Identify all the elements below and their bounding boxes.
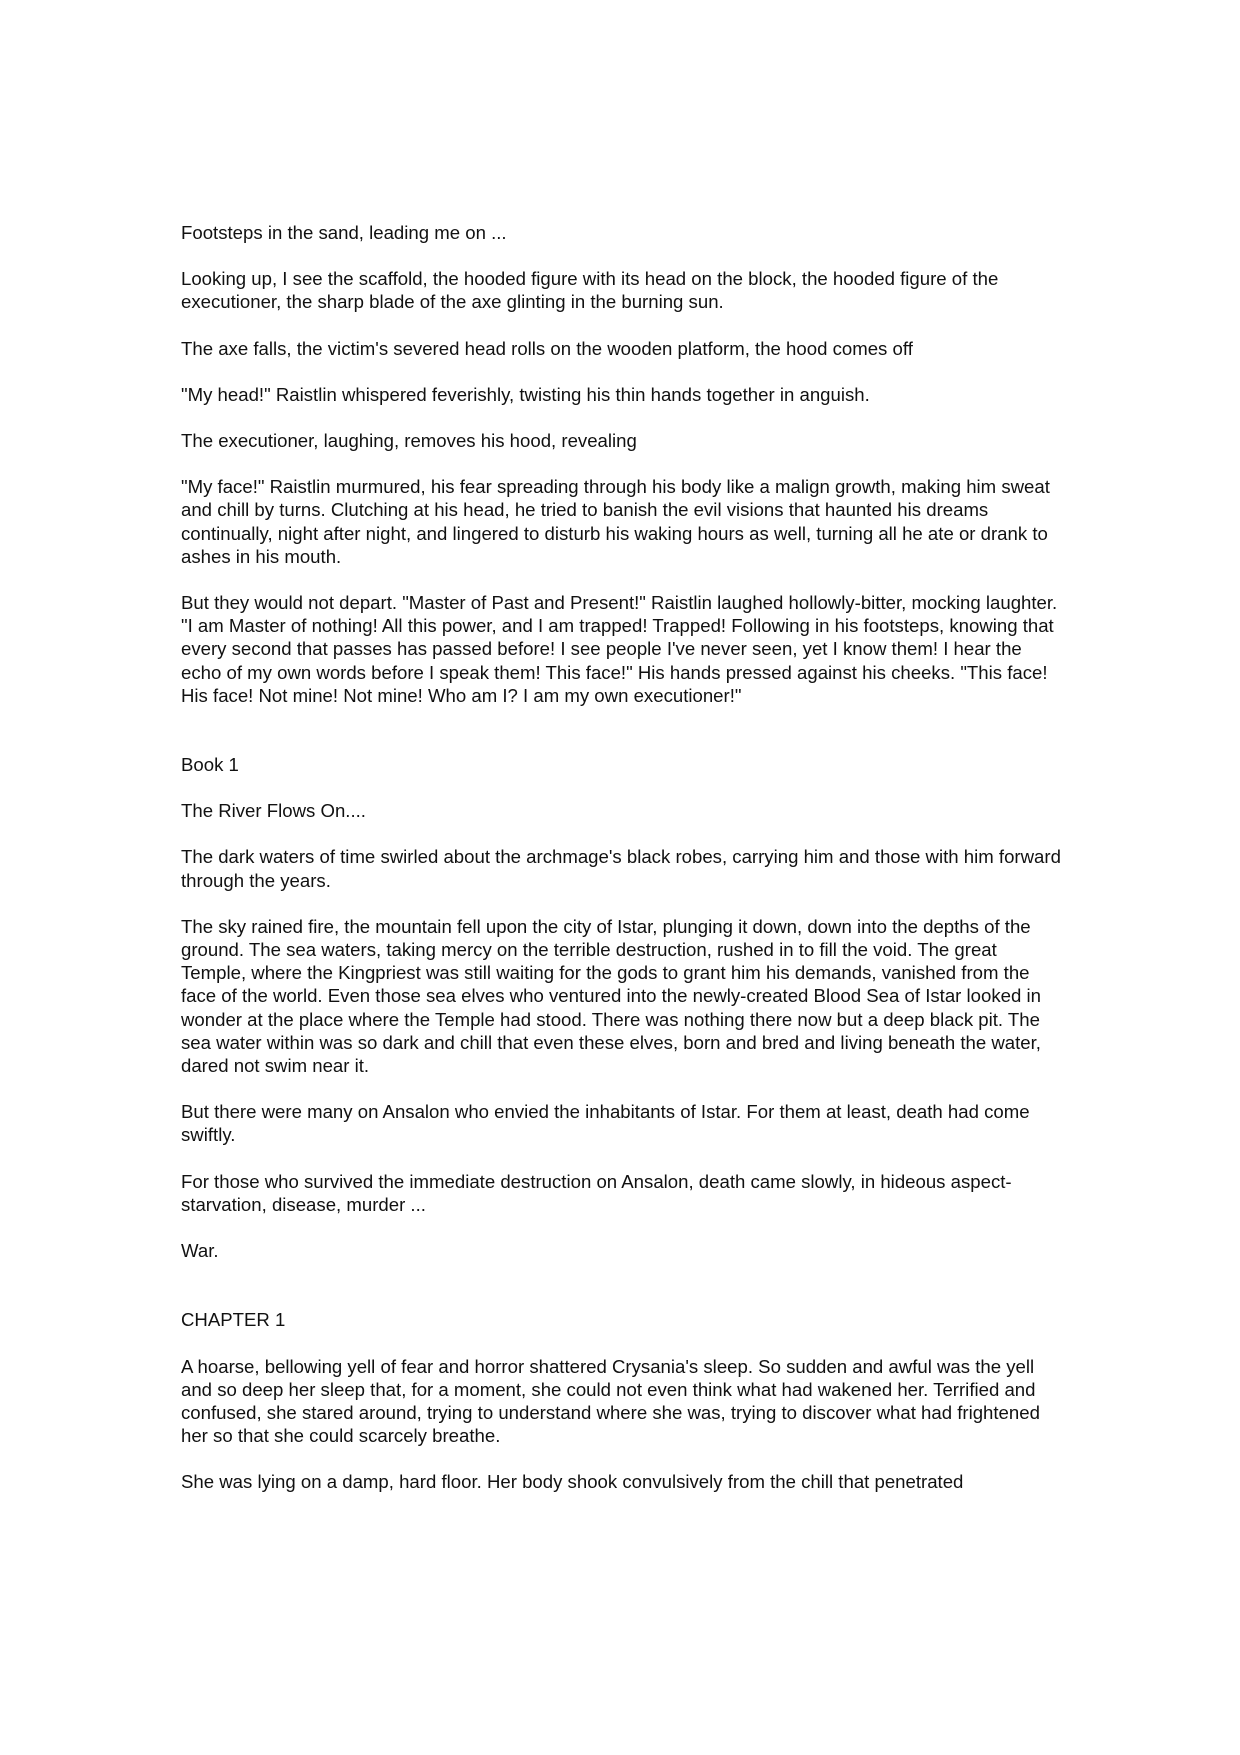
prologue-paragraph: But they would not depart. "Master of Past and Present!" Raistlin laughed hollowly-bitter, mocking laughter. "I am Master of nothing! All this power, and I am trapped! Trapped! Following in his footsteps, knowing that every second that passes has passed before! I see people I've never seen, yet I know them! I hear the echo of my own words before I speak them! This face!" His hands pressed against his cheeks. "This face! His face! Not mine! Not mine! Who am I? I am my own executioner!" — [181, 592, 1058, 706]
prologue-paragraph: "My face!" Raistlin murmured, his fear spreading through his body like a malign growth, making him sweat and chill by turns. Clutching at his head, he tried to banish the evil visions that haunted his dreams continually, night after night, and lingered to disturb his waking hours as well, turning all he ate or drank to ashes in his mouth. — [181, 476, 1050, 567]
prologue-paragraph: "My head!" Raistlin whispered feverishly, twisting his thin hands together in anguish. — [181, 383, 870, 405]
prologue-paragraph: Footsteps in the sand, leading me on ... — [181, 222, 507, 243]
book-subtitle: The River Flows On.... — [181, 800, 366, 822]
chapter-paragraph: A hoarse, bellowing yell of fear and horror shattered Crysania's sleep. So sudden and awful was the yell and so deep her sleep that, for a moment, she could not even think what had wakened her. Terrified and confused, she stared around, trying to understand where she was, trying to discover what had frightened her so that she could scarcely breathe. — [181, 1355, 1040, 1447]
chapter-paragraph: She was lying on a damp, hard floor. Her body shook convulsively from the chill that penetrated — [181, 1471, 964, 1493]
book-paragraph: The sky rained fire, the mountain fell upon the city of Istar, plunging it down, down into the depths of the ground. The sea waters, taking mercy on the terrible destruction, rushed in to fill the void. The great Temple, where the Kingpriest was still waiting for the gods to grant him his demands, vanished from the face of the world. Even those sea elves who ventured into the newly-created Blood Sea of Istar looked in wonder at the place where the Temple had stood. There was nothing there now but a deep black pit. The sea water within was so dark and chill that even these elves, born and bred and living beneath the water, dared not swim near it. — [181, 915, 1041, 1077]
book-paragraph: War. — [181, 1240, 219, 1262]
book-paragraph: For those who survived the immediate destruction on Ansalon, death came slowly, in hideous aspect-starvation, disease, murder ... — [181, 1170, 1012, 1215]
book-paragraph: But there were many on Ansalon who envied the inhabitants of Istar. For them at least, death had come swiftly. — [181, 1101, 1030, 1146]
prologue-paragraph: Looking up, I see the scaffold, the hooded figure with its head on the block, the hooded figure of the executioner, the sharp blade of the axe glinting in the burning sun. — [181, 268, 999, 313]
prologue-paragraph: The axe falls, the victim's severed head rolls on the wooden platform, the hood comes off — [181, 337, 913, 359]
chapter-heading: CHAPTER 1 — [181, 1309, 286, 1331]
book-heading: Book 1 — [181, 754, 239, 776]
book-paragraph: The dark waters of time swirled about the archmage's black robes, carrying him and those with him forward through the years. — [181, 846, 1061, 891]
document-page — [181, 221, 1061, 1517]
prologue-paragraph: The executioner, laughing, removes his hood, revealing — [181, 430, 637, 452]
